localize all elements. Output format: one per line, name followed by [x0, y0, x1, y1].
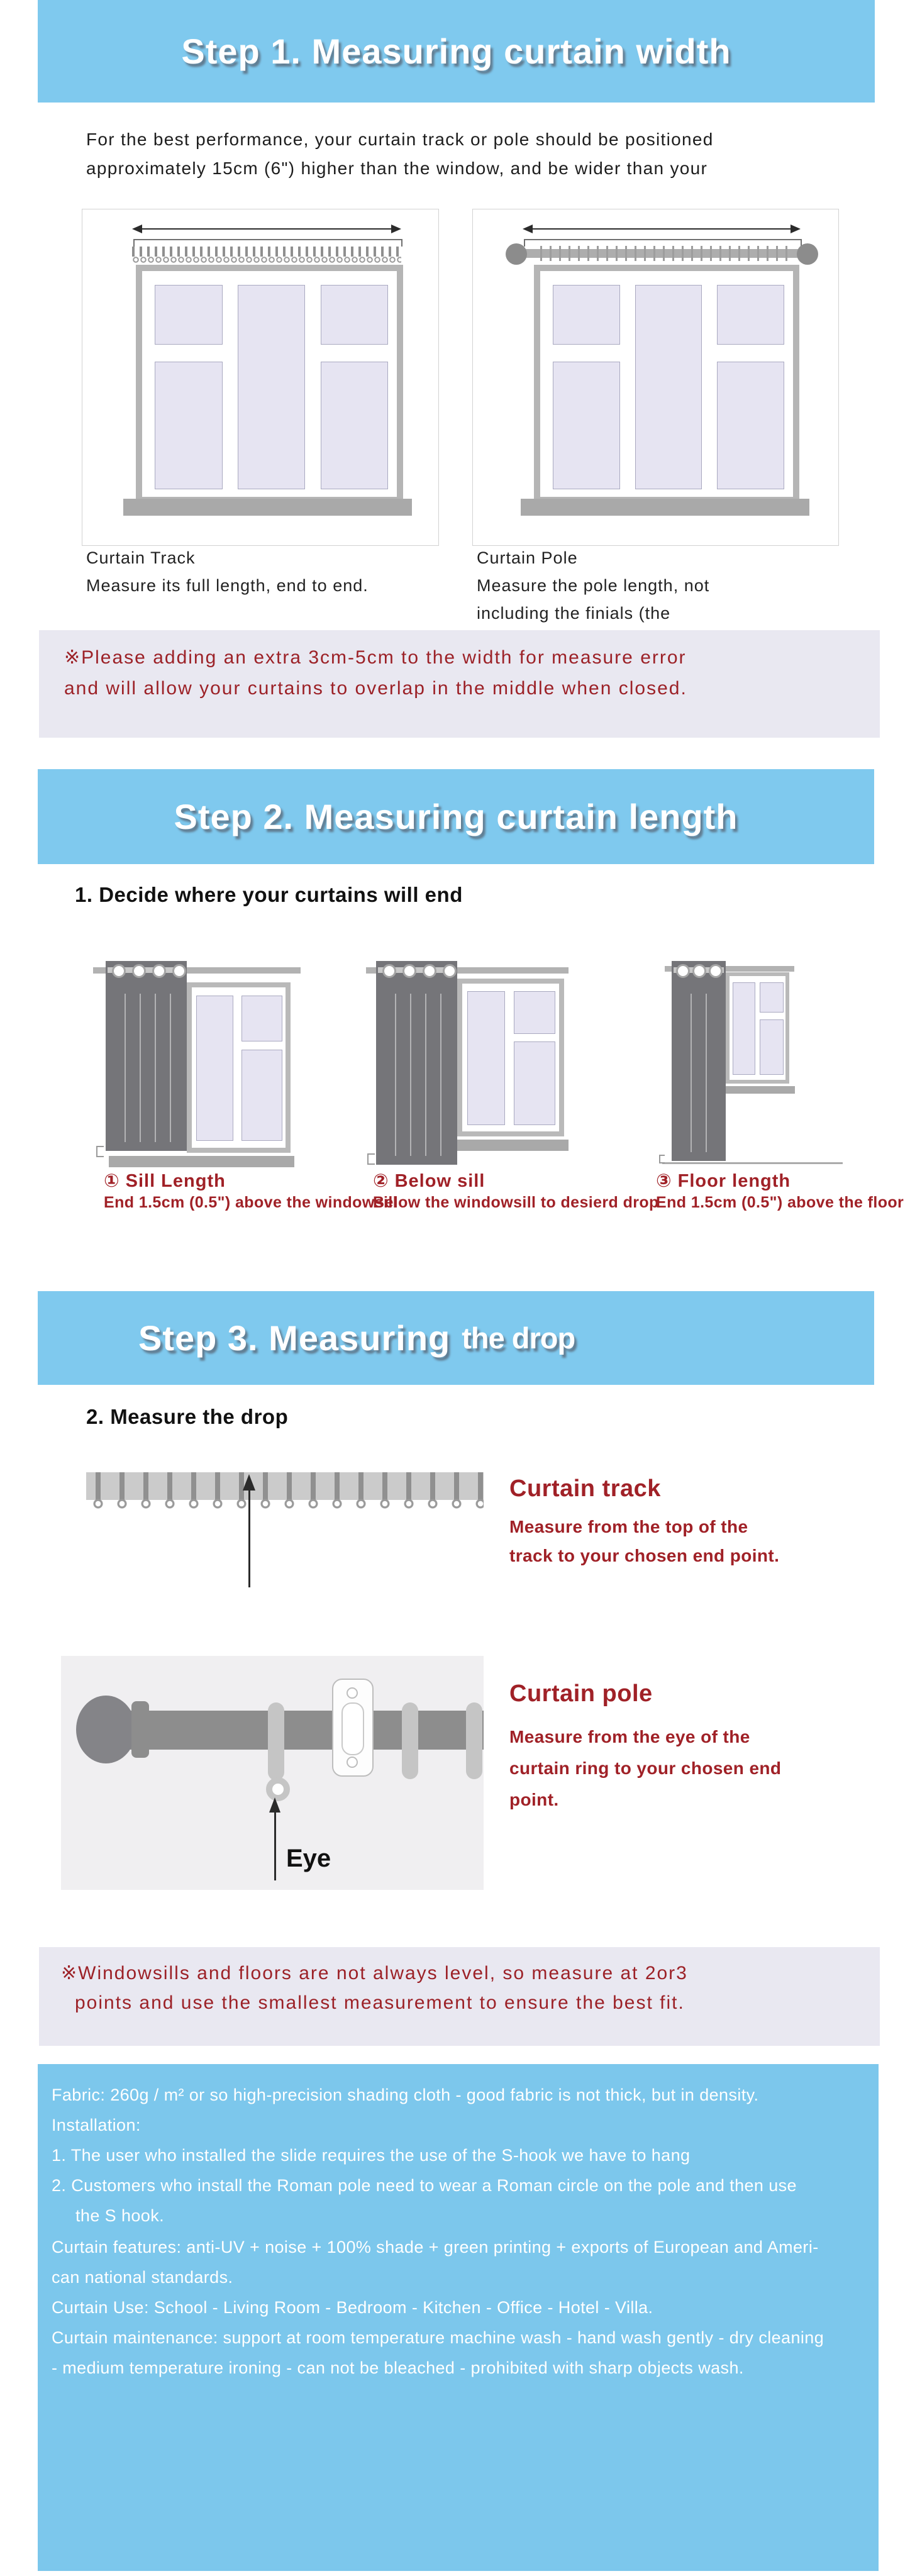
track-window-diagram: [82, 209, 439, 546]
window-pane: [241, 996, 282, 1041]
info-line-install-2b: the S hook.: [75, 2206, 164, 2225]
curtain-track-label-body: Measure its full length, end to end.: [86, 576, 369, 595]
grommet-icon: [709, 964, 723, 978]
window-pane: [514, 1041, 556, 1126]
curtain-pole-diagram: [61, 1656, 484, 1890]
window-frame: [187, 982, 291, 1153]
note-line-1: ※Please adding an extra 3cm-5cm to the width for measure error: [64, 647, 687, 668]
curtain-ring: [466, 1702, 482, 1779]
window-pane: [760, 1019, 784, 1075]
window-pane: [733, 982, 755, 1075]
window-frame: [726, 972, 789, 1084]
curtain-folds: [381, 994, 452, 1156]
grommet-icon: [152, 964, 166, 978]
grommet-icon: [443, 964, 457, 978]
step3-title-main: Step 3. Measuring: [138, 1318, 451, 1358]
pole-window-diagram: [472, 209, 839, 546]
eye-arrow-head-icon: [269, 1797, 280, 1813]
diagram2-caption: Below the windowsill to desierd drop: [373, 1194, 659, 1211]
track-hooks: [132, 256, 401, 264]
width-arrow-icon: [524, 228, 799, 230]
window-pane: [717, 285, 784, 345]
info-line-maintenance: Curtain maintenance: support at room temperature machine wash - hand wash gently - dry cleaning: [52, 2328, 824, 2347]
curtain-ring: [402, 1702, 418, 1779]
bracket-cap: [341, 1702, 364, 1755]
step2-title: Step 2. Measuring curtain length: [174, 797, 738, 836]
floor-line: [662, 1162, 843, 1164]
end-mark: [659, 1155, 665, 1163]
wall-bracket: [332, 1679, 374, 1777]
window-pane: [321, 362, 388, 489]
window-frame: [457, 979, 564, 1136]
step2-header: [38, 769, 874, 864]
width-arrow-icon: [133, 228, 400, 230]
pole-rings: [533, 246, 792, 261]
grommet-icon: [172, 964, 186, 978]
window-sill: [123, 499, 412, 516]
curtain-pole-label-body-2: including the finials (the: [477, 604, 671, 623]
note-line-1: ※Windowsills and floors are not always level, so measure at 2or3: [61, 1963, 688, 1984]
pole-finial-right: [797, 243, 818, 265]
step3-header: [38, 1291, 874, 1385]
eye-label: Eye: [286, 1845, 331, 1872]
grommet-icon: [382, 964, 396, 978]
pole-finial: [76, 1696, 136, 1763]
grommet-icon: [402, 964, 416, 978]
info-line-use: Curtain Use: School - Living Room - Bedroom - Kitchen - Office - Hotel - Villa.: [52, 2298, 653, 2317]
info-line-install-2: 2. Customers who install the Roman pole need to wear a Roman circle on the pole and then use: [52, 2176, 797, 2195]
pole-drop-line-3: point.: [509, 1790, 559, 1809]
info-line-maintenance-2: - medium temperature ironing - can not be bleached - prohibited with sharp objects wash.: [52, 2358, 744, 2377]
curtain-track-bar: [132, 247, 401, 257]
window-pane: [241, 1050, 282, 1141]
drop-arrow-head-icon: [243, 1474, 255, 1491]
note-line-2: and will allow your curtains to overlap in the middle when closed.: [64, 678, 687, 699]
grommet-icon: [112, 964, 126, 978]
curtain-track-diagram: [86, 1472, 484, 1500]
bracket-hole: [347, 1687, 358, 1699]
window-sill: [447, 1140, 569, 1151]
info-line-install-1: 1. The user who installed the slide requires the use of the S-hook we have to hang: [52, 2146, 691, 2165]
step3-heading: 2. Measure the drop: [86, 1405, 289, 1428]
curtain-pole-label-body-1: Measure the pole length, not: [477, 576, 710, 595]
window-pane: [155, 285, 222, 345]
drop-arrow-icon: [248, 1489, 250, 1587]
track-drop-title: Curtain track: [509, 1475, 661, 1502]
intro-line-1: For the best performance, your curtain track or pole should be positioned: [86, 130, 714, 149]
eye-arrow-icon: [274, 1811, 276, 1880]
curtain-panel-floor-length: [672, 961, 726, 1161]
window-frame: [534, 265, 799, 503]
drop-note-box: [39, 1947, 880, 2046]
diagram1-label: ① Sill Length: [104, 1171, 226, 1191]
diagram3-caption: End 1.5cm (0.5") above the floor: [656, 1194, 904, 1211]
window-frame: [136, 265, 403, 503]
end-mark: [96, 1146, 104, 1157]
curtain-panel-below-sill: [376, 961, 457, 1165]
note-line-2: points and use the smallest measurement to ensure the best fit.: [75, 1992, 685, 2013]
bracket-hole: [347, 1757, 358, 1768]
window-pane: [514, 991, 556, 1034]
pole-drop-title: Curtain pole: [509, 1680, 653, 1707]
track-drop-line-2: track to your chosen end point.: [509, 1546, 780, 1565]
curtain-track-label-title: Curtain Track: [86, 548, 196, 567]
window-pane: [717, 362, 784, 489]
window-pane: [238, 285, 305, 489]
curtain-panel-sill-length: [106, 961, 187, 1151]
curtain-ring: [268, 1702, 284, 1780]
measure-bracket: [133, 239, 402, 247]
step2-heading: 1. Decide where your curtains will end: [75, 883, 463, 906]
window-pane: [155, 362, 222, 489]
product-info-panel: [38, 2064, 879, 2571]
info-line-features: Curtain features: anti-UV + noise + 100% shade + green printing + exports of European and Ameri-: [52, 2238, 819, 2257]
info-line-installation: Installation:: [52, 2116, 141, 2135]
window-pane: [760, 982, 784, 1013]
intro-line-2: approximately 15cm (6") higher than the window, and be wider than your: [86, 158, 708, 178]
track-drop-line-1: Measure from the top of the: [509, 1517, 748, 1536]
window-sill: [109, 1156, 294, 1167]
grommet-icon: [692, 964, 706, 978]
window-pane: [635, 285, 702, 489]
end-mark: [367, 1153, 375, 1165]
curtain-folds: [677, 994, 721, 1152]
window-sill: [521, 499, 809, 516]
step1-title: Step 1. Measuring curtain width: [181, 31, 731, 71]
curtain-pole-label-title: Curtain Pole: [477, 548, 578, 567]
step1-header: [38, 0, 875, 103]
pole-drop-line-1: Measure from the eye of the: [509, 1727, 750, 1746]
window-pane: [321, 285, 388, 345]
width-note-box: [39, 630, 880, 738]
grommet-icon: [676, 964, 690, 978]
grommet-icon: [132, 964, 146, 978]
step3-title-sub: the drop: [462, 1321, 575, 1355]
diagram1-caption: End 1.5cm (0.5") above the windowsill: [104, 1194, 398, 1211]
pole-finial-left: [506, 243, 527, 265]
window-pane: [467, 991, 506, 1126]
window-pane: [553, 362, 620, 489]
info-line-features-2: can national standards.: [52, 2268, 233, 2287]
track-hooks: [86, 1499, 484, 1510]
grommet-icon: [423, 964, 436, 978]
diagram3-label: ③ Floor length: [656, 1171, 791, 1191]
finial-collar: [131, 1701, 149, 1758]
window-pane: [196, 996, 233, 1141]
curtain-folds: [111, 994, 182, 1142]
diagram2-label: ② Below sill: [373, 1171, 486, 1191]
info-line-fabric: Fabric: 260g / m² or so high-precision shading cloth - good fabric is not thick, but in density.: [52, 2085, 759, 2104]
pole-drop-line-2: curtain ring to your chosen end: [509, 1758, 782, 1778]
window-pane: [553, 285, 620, 345]
window-sill: [722, 1086, 795, 1094]
